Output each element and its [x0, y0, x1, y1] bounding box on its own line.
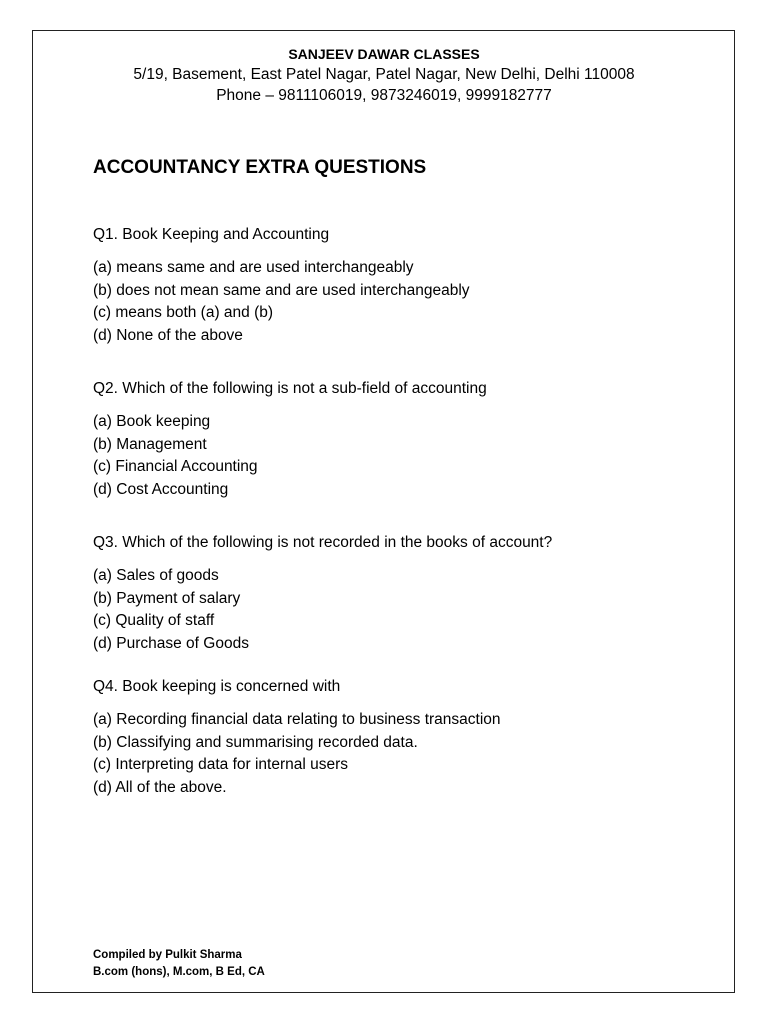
document-header — [0, 44, 768, 106]
organization-address: 5/19, Basement, East Patel Nagar, Patel Nagar, New Delhi, Delhi 110008 — [133, 66, 635, 83]
document-footer — [93, 947, 265, 981]
organization-phone: Phone – 9811106019, 9873246019, 9999182777 — [216, 87, 552, 104]
question-text: Q1. Book Keeping and Accounting — [93, 226, 330, 243]
answer-option: (a) Book keeping — [93, 413, 211, 430]
answer-option: (a) Sales of goods — [93, 567, 219, 584]
question-text: Q4. Book keeping is concerned with — [93, 678, 341, 695]
answer-option: (b) Payment of salary — [93, 589, 241, 607]
answer-option: (d) All of the above. — [93, 778, 227, 796]
question-block-1 — [93, 225, 713, 347]
answer-option: (c) Quality of staff — [93, 612, 215, 629]
answer-option: (b) Management — [93, 435, 207, 453]
answer-option: (b) does not mean same and are used interchangeably — [93, 281, 470, 299]
question-block-3 — [93, 533, 713, 655]
organization-name: SANJEEV DAWAR CLASSES — [288, 46, 480, 62]
document-title: ACCOUNTANCY EXTRA QUESTIONS — [93, 157, 427, 178]
answer-option: (c) Financial Accounting — [93, 458, 258, 475]
answer-option: (b) Classifying and summarising recorded data. — [93, 733, 418, 751]
answer-option: (a) Recording financial data relating to business transaction — [93, 711, 501, 728]
compiled-by: Compiled by Pulkit Sharma — [93, 949, 242, 961]
answer-option: (d) None of the above — [93, 326, 243, 344]
answer-option: (d) Purchase of Goods — [93, 634, 249, 652]
answer-option: (c) means both (a) and (b) — [93, 304, 274, 321]
question-text: Q3. Which of the following is not recorded in the books of account? — [93, 534, 553, 551]
answer-option: (c) Interpreting data for internal users — [93, 756, 349, 773]
question-block-2 — [93, 379, 713, 501]
question-block-4 — [93, 677, 713, 799]
answer-option: (d) Cost Accounting — [93, 480, 229, 498]
author-qualifications: B.com (hons), M.com, B Ed, CA — [93, 966, 265, 978]
answer-option: (a) means same and are used interchangeably — [93, 259, 414, 276]
question-text: Q2. Which of the following is not a sub-field of accounting — [93, 380, 487, 397]
